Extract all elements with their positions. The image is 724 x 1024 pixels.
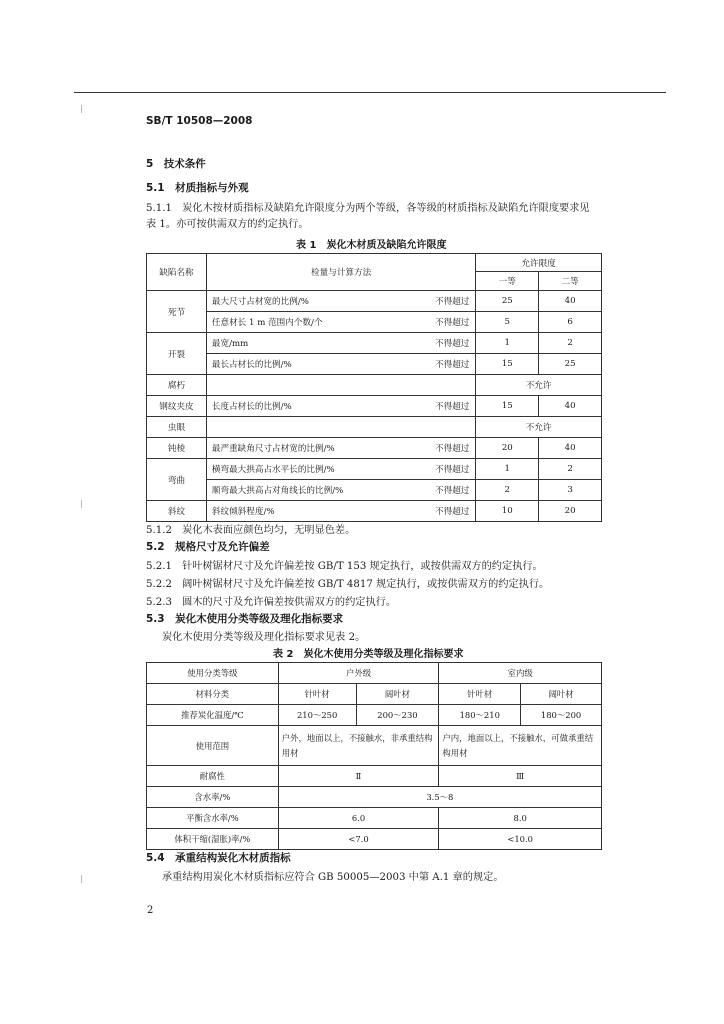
table-row — [147, 417, 602, 438]
t2-dur-in: Ⅲ — [439, 766, 602, 787]
margin-mark — [81, 875, 82, 883]
table-row — [147, 684, 602, 705]
table-row — [147, 501, 602, 522]
table-row — [147, 480, 602, 501]
grade2-value: 40 — [539, 438, 602, 459]
grade1-value: 5 — [476, 312, 539, 333]
table-row — [147, 459, 602, 480]
table-row — [147, 291, 602, 312]
method: 横弯最大拱高占水平长的比例/% — [206, 459, 412, 480]
grade2-value: 25 — [539, 354, 602, 375]
table-row — [147, 705, 602, 726]
grade2-value: 3 — [539, 480, 602, 501]
grade1-value: 10 — [476, 501, 539, 522]
defect-name: 腐朽 — [147, 375, 207, 396]
table-row — [147, 333, 602, 354]
limit: 不得超过 — [412, 291, 476, 312]
t2-scope-out: 户外，地面以上，不接触水，非承重结构用材 — [278, 726, 439, 766]
method: 任意材长 1 m 范围内个数/个 — [206, 312, 412, 333]
t2-moisture: 3.5～8 — [278, 787, 601, 808]
t2-out-softwood: 针叶材 — [278, 684, 356, 705]
grade2-value: 20 — [539, 501, 602, 522]
grade1-value: 1 — [476, 333, 539, 354]
grade1-value: 20 — [476, 438, 539, 459]
grade2-value: 6 — [539, 312, 602, 333]
merged-value: 不允许 — [476, 375, 602, 396]
t2-emc-in: 8.0 — [439, 808, 602, 829]
margin-mark — [81, 500, 82, 508]
t2-r-temp: 推荐炭化温度/℃ — [147, 705, 279, 726]
defect-name: 斜纹 — [147, 501, 207, 522]
grade2-value: 2 — [539, 459, 602, 480]
t2-r-durability: 耐腐性 — [147, 766, 279, 787]
section-5-3-title: 5.3 炭化木使用分类等级及理化指标要求 — [146, 613, 344, 625]
table-row — [147, 808, 602, 829]
table-row — [147, 438, 602, 459]
grade2-value: 40 — [539, 396, 602, 417]
method: 最大尺寸占材宽的比例/% — [206, 291, 412, 312]
table-row — [147, 829, 602, 850]
paragraph-5-1-2: 5.1.2 炭化木表面应颜色均匀，无明显色差。 — [146, 525, 356, 536]
merged-value: 不允许 — [476, 417, 602, 438]
section-5-1-title: 5.1 材质指标与外观 — [146, 182, 249, 194]
t2-in-softwood: 针叶材 — [439, 684, 521, 705]
method: 长度占材长的比例/% — [206, 396, 412, 417]
paragraph-5-1-1-line2: 表 1。亦可按供需双方的约定执行。 — [146, 219, 309, 230]
t2-shrink-out: <7.0 — [278, 829, 439, 850]
t2-emc-out: 6.0 — [278, 808, 439, 829]
paragraph-5-3: 炭化木使用分类等级及理化指标要求见表 2。 — [162, 632, 366, 643]
t2-r-moisture: 含水率/% — [147, 787, 279, 808]
method: 最宽/mm — [206, 333, 412, 354]
method: 最长占材长的比例/% — [206, 354, 412, 375]
method: 最严重缺角尺寸占材宽的比例/% — [206, 438, 412, 459]
table-row — [147, 354, 602, 375]
defect-name: 弯曲 — [147, 459, 207, 501]
paragraph-5-2-3: 5.2.3 圆木的尺寸及允许偏差按供需双方的约定执行。 — [146, 597, 397, 608]
defect-name: 钢纹夹皮 — [147, 396, 207, 417]
standard-number: SB/T 10508—2008 — [146, 115, 253, 127]
table-row — [147, 375, 602, 396]
grade2-value: 40 — [539, 291, 602, 312]
limit: 不得超过 — [412, 501, 476, 522]
t2-r-shrink: 体积干缩(湿胀)率/% — [147, 829, 279, 850]
table1-header-allow: 允许限度 — [476, 254, 602, 272]
section-5-2-title: 5.2 规格尺寸及允许偏差 — [146, 541, 270, 553]
defect-name: 开裂 — [147, 333, 207, 375]
t2-r-scope: 使用范围 — [147, 726, 279, 766]
limit: 不得超过 — [412, 480, 476, 501]
defect-name: 死节 — [147, 291, 207, 333]
empty-cell — [206, 375, 476, 396]
table2 — [146, 662, 602, 850]
t2-shrink-in: <10.0 — [439, 829, 602, 850]
section-5-4-title: 5.4 承重结构炭化木材质指标 — [146, 852, 291, 864]
table2-caption: 表 2 炭化木使用分类等级及理化指标要求 — [273, 649, 464, 660]
paragraph-5-2-1: 5.2.1 针叶树锯材尺寸及允许偏差按 GB/T 153 规定执行，或按供需双方的约定执行。 — [146, 561, 543, 572]
t2-r-material: 材料分类 — [147, 684, 279, 705]
table1-header-grade2: 二等 — [539, 272, 602, 291]
limit: 不得超过 — [412, 312, 476, 333]
table-row — [147, 787, 602, 808]
t2-outdoor: 户外级 — [278, 663, 439, 684]
t2-temp-out-hard: 200～230 — [356, 705, 439, 726]
limit: 不得超过 — [412, 354, 476, 375]
empty-cell — [206, 417, 476, 438]
t2-h-category: 使用分类等级 — [147, 663, 279, 684]
paragraph-5-2-2: 5.2.2 阔叶树锯材尺寸及允许偏差按 GB/T 4817 规定执行，或按供需双方的约定执行。 — [146, 579, 550, 590]
grade1-value: 15 — [476, 396, 539, 417]
paragraph-5-4: 承重结构用炭化木材质指标应符合 GB 50005—2003 中第 A.1 章的规定。 — [162, 872, 504, 883]
paragraph-5-1-1-line1: 5.1.1 炭化木按材质指标及缺陷允许限度分为两个等级，各等级的材质指标及缺陷允许限度要求见 — [146, 203, 590, 214]
grade2-value: 2 — [539, 333, 602, 354]
t2-temp-in-soft: 180～210 — [439, 705, 521, 726]
t2-in-hardwood: 阔叶材 — [521, 684, 602, 705]
margin-mark — [81, 105, 82, 113]
grade1-value: 1 — [476, 459, 539, 480]
t2-indoor: 室内级 — [439, 663, 602, 684]
grade1-value: 2 — [476, 480, 539, 501]
table-row — [147, 396, 602, 417]
defect-name: 虫眼 — [147, 417, 207, 438]
method: 顺弯最大拱高占对角线长的比例/% — [206, 480, 412, 501]
table1-caption: 表 1 炭化木材质及缺陷允许限度 — [296, 240, 447, 251]
method: 斜纹倾斜程度/% — [206, 501, 412, 522]
table1-header-method: 检量与计算方法 — [206, 254, 476, 291]
grade1-value: 25 — [476, 291, 539, 312]
limit: 不得超过 — [412, 396, 476, 417]
table1 — [146, 253, 602, 522]
header-rule — [74, 92, 666, 93]
table-row — [147, 312, 602, 333]
t2-r-emc: 平衡含水率/% — [147, 808, 279, 829]
t2-scope-in: 户内，地面以上，不接触水，可做承重结构用材 — [439, 726, 602, 766]
limit: 不得超过 — [412, 438, 476, 459]
table1-header-defect: 缺陷名称 — [147, 254, 207, 291]
table-row — [147, 726, 602, 766]
table-row — [147, 766, 602, 787]
limit: 不得超过 — [412, 333, 476, 354]
grade1-value: 15 — [476, 354, 539, 375]
t2-temp-out-soft: 210～250 — [278, 705, 356, 726]
limit: 不得超过 — [412, 459, 476, 480]
t2-out-hardwood: 阔叶材 — [356, 684, 439, 705]
page-number: 2 — [147, 905, 154, 916]
section-5-title: 5 技术条件 — [146, 158, 206, 170]
t2-temp-in-hard: 180～200 — [521, 705, 602, 726]
t2-dur-out: Ⅱ — [278, 766, 439, 787]
table1-header-grade1: 一等 — [476, 272, 539, 291]
defect-name: 钝棱 — [147, 438, 207, 459]
